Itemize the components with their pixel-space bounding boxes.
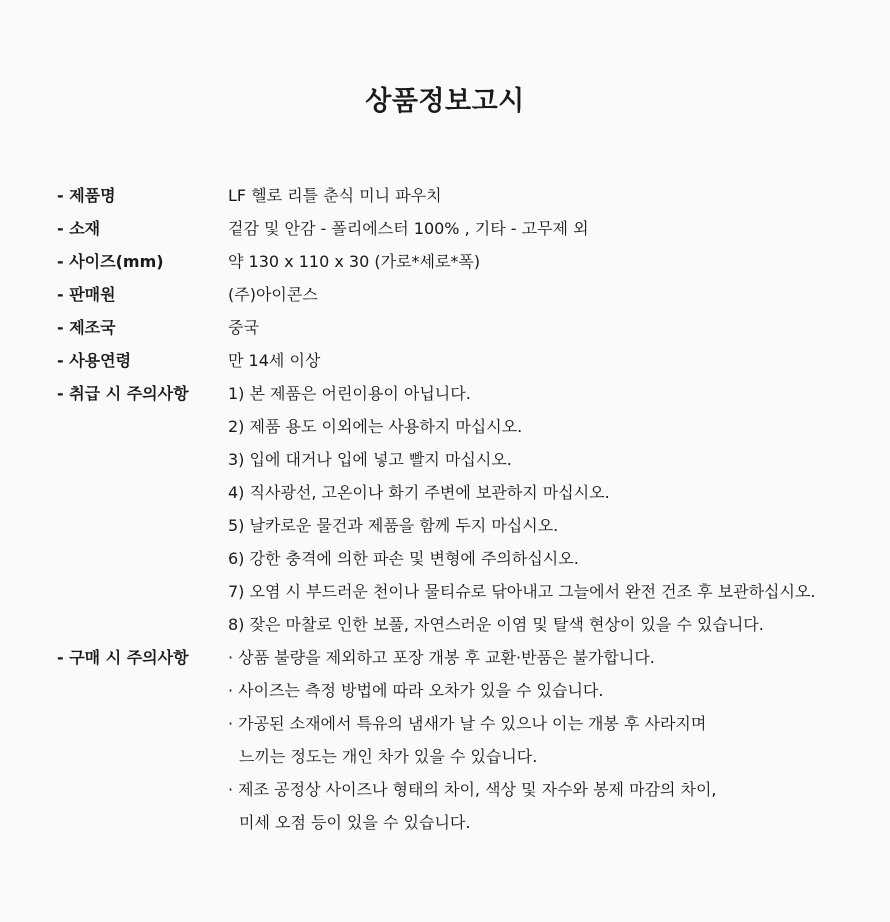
row-material [57,212,857,245]
handling-caution-item: 4) 직사광선, 고온이나 화기 주변에 보관하지 마십시오. [228,483,610,502]
label-seller: - 판매원 [57,285,116,304]
value-product-name: LF 헬로 리틀 춘식 미니 파우치 [228,186,442,205]
purchase-caution-item: · 제조 공정상 사이즈나 형태의 차이, 색상 및 자수와 봉제 마감의 차이, [228,780,717,799]
purchase-caution-item-continued: 느끼는 정도는 개인 차가 있을 수 있습니다. [239,747,538,766]
handling-caution-item: 8) 잦은 마찰로 인한 보풀, 자연스러운 이염 및 탈색 현상이 있을 수 있습니다. [228,615,764,634]
label-purchase-cautions: - 구매 시 주의사항 [57,648,189,667]
label-handling-cautions: - 취급 시 주의사항 [57,384,189,403]
purchase-caution-item: · 가공된 소재에서 특유의 냄새가 날 수 있으나 이는 개봉 후 사라지며 [228,714,707,733]
label-age: - 사용연령 [57,351,132,370]
handling-caution-item: 1) 본 제품은 어린이용이 아닙니다. [228,384,471,403]
purchase-caution-item: · 사이즈는 측정 방법에 따라 오차가 있을 수 있습니다. [228,681,604,700]
handling-caution-item: 7) 오염 시 부드러운 천이나 물티슈로 닦아내고 그늘에서 완전 건조 후 보관하십시오. [228,582,816,601]
purchase-caution-item-continued: 미세 오점 등이 있을 수 있습니다. [239,813,471,832]
product-info-table [57,179,857,839]
row-seller [57,278,857,311]
handling-caution-item: 3) 입에 대거나 입에 넣고 빨지 마십시오. [228,450,512,469]
value-seller: (주)아이콘스 [228,285,318,304]
page-title: 상품정보고시 [365,86,525,117]
label-size: - 사이즈(mm) [57,252,164,271]
label-country: - 제조국 [57,318,116,337]
row-product-name [57,179,857,212]
row-purchase-cautions [57,641,857,839]
handling-caution-item: 6) 강한 충격에 의한 파손 및 변형에 주의하십시오. [228,549,579,568]
row-size [57,245,857,278]
value-age: 만 14세 이상 [228,351,321,370]
row-country [57,311,857,344]
label-material: - 소재 [57,219,101,238]
purchase-caution-item: · 상품 불량을 제외하고 포장 개봉 후 교환·반품은 불가합니다. [228,648,655,667]
row-handling-cautions [57,377,857,641]
value-material: 겉감 및 안감 - 폴리에스터 100% , 기타 - 고무제 외 [228,219,589,238]
label-product-name: - 제품명 [57,186,116,205]
handling-caution-item: 2) 제품 용도 이외에는 사용하지 마십시오. [228,417,523,436]
handling-caution-item: 5) 날카로운 물건과 제품을 함께 두지 마십시오. [228,516,559,535]
value-size: 약 130 x 110 x 30 (가로*세로*폭) [228,252,481,271]
value-country: 중국 [228,318,259,337]
row-age [57,344,857,377]
